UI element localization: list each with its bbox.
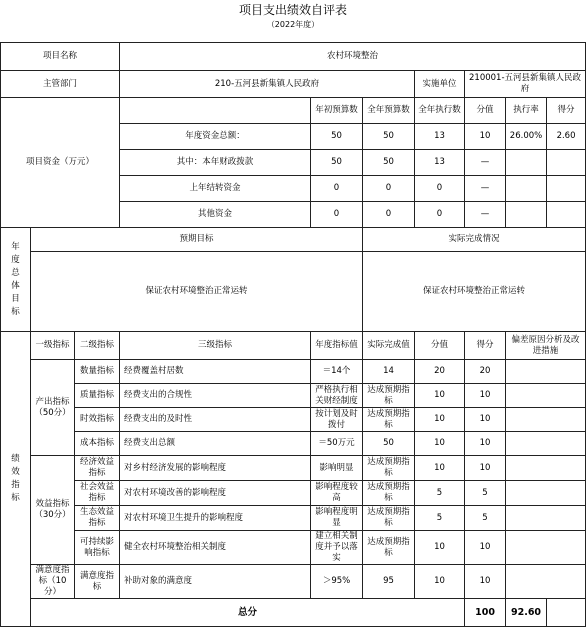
indicator-score: 10: [465, 565, 506, 599]
funds-cell: —: [465, 202, 506, 228]
actual-result-text: 保证农村环境整治正常运转: [363, 252, 586, 332]
page-title: 项目支出绩效自评表: [238, 3, 347, 17]
evaluation-table: [0, 42, 586, 627]
indicator-reason: [506, 531, 586, 565]
indicator-reason: [506, 432, 586, 456]
indicator-points: 10: [415, 408, 465, 432]
total-remark: [547, 599, 586, 627]
indicator-points: 10: [415, 432, 465, 456]
funds-cell: 0: [415, 202, 465, 228]
expected-goal-header: 预期目标: [31, 228, 363, 252]
indicator-target: 严格执行相关财经制度: [311, 384, 363, 408]
indicator-reason: [506, 360, 586, 384]
funds-cell: 13: [415, 124, 465, 150]
indicator-target: 建立相关制度并予以落实: [311, 531, 363, 565]
indicator-points: 10: [415, 456, 465, 481]
funds-cell: [506, 176, 547, 202]
indicator-level2: 成本指标: [75, 432, 120, 456]
funds-row-label: 年度资金总额：: [120, 124, 311, 150]
indicator-header-level3: 三级指标: [120, 332, 311, 360]
funds-cell: 13: [415, 150, 465, 176]
year-subtitle: （2022年度）: [266, 20, 320, 29]
indicator-header-reason: 偏差原因分析及改进措施: [506, 332, 586, 360]
indicator-header-actual: 实际完成值: [363, 332, 415, 360]
funds-cell: 26.00%: [506, 124, 547, 150]
funds-cell: 0: [363, 176, 415, 202]
indicator-level2: 经济效益指标: [75, 456, 120, 481]
funds-cell: 0: [415, 176, 465, 202]
indicator-points: 10: [415, 531, 465, 565]
dept-value: 210-五河县新集镇人民政府: [120, 71, 415, 98]
indicators-side-text: 绩效指标: [11, 454, 20, 503]
indicator-level2: 满意度指标: [75, 565, 120, 599]
indicator-actual: 达成预期指标: [363, 408, 415, 432]
funds-row-label: 其中：本年财政拨款: [120, 150, 311, 176]
indicator-points: 10: [415, 565, 465, 599]
indicator-level1-satisfaction: 满意度指标（10分）: [31, 565, 75, 599]
project-name-label: 项目名称: [1, 43, 120, 71]
indicator-target: 影响程度明显: [311, 506, 363, 531]
indicator-level1-output: 产出指标（50分）: [31, 360, 75, 456]
indicator-actual: 达成预期指标: [363, 456, 415, 481]
indicator-points: 5: [415, 481, 465, 506]
indicator-actual: 50: [363, 432, 415, 456]
indicator-actual: 达成预期指标: [363, 531, 415, 565]
indicator-target: 影响明显: [311, 456, 363, 481]
funds-cell: 50: [363, 150, 415, 176]
funds-header-blank: [120, 98, 311, 124]
indicator-level2: 质量指标: [75, 384, 120, 408]
indicator-target: ＝14个: [311, 360, 363, 384]
indicator-header-target: 年度指标值: [311, 332, 363, 360]
indicator-level3: 对农村环境改善的影响程度: [120, 481, 311, 506]
funds-cell: [506, 202, 547, 228]
funds-label: 项目资金（万元）: [1, 98, 120, 228]
annual-goals-side-label: [1, 228, 31, 332]
funds-cell: —: [465, 150, 506, 176]
indicator-actual: 达成预期指标: [363, 481, 415, 506]
indicator-reason: [506, 481, 586, 506]
indicator-points: 10: [415, 384, 465, 408]
indicator-level2: 时效指标: [75, 408, 120, 432]
indicator-level2: 数量指标: [75, 360, 120, 384]
indicator-level3: 对乡村经济发展的影响程度: [120, 456, 311, 481]
indicator-level2: 生态效益指标: [75, 506, 120, 531]
indicator-level3: 健全农村环境整治相关制度: [120, 531, 311, 565]
indicator-score: 5: [465, 481, 506, 506]
annual-goals-side-text: 年度总体目标: [11, 241, 20, 317]
funds-row-label: 其他资金: [120, 202, 311, 228]
indicator-target: ＞95%: [311, 565, 363, 599]
total-score: 92.60: [506, 599, 547, 627]
dept-label: 主管部门: [1, 71, 120, 98]
funds-header-score: 得分: [547, 98, 586, 124]
total-label: 总分: [31, 599, 465, 627]
indicator-level3: 补助对象的满意度: [120, 565, 311, 599]
indicator-reason: [506, 384, 586, 408]
funds-cell: [547, 202, 586, 228]
indicators-side-label: [1, 332, 31, 627]
indicator-actual: 14: [363, 360, 415, 384]
indicator-reason: [506, 506, 586, 531]
funds-cell: 50: [363, 124, 415, 150]
indicator-level1-benefit: 效益指标（30分）: [31, 456, 75, 565]
indicator-actual: 达成预期指标: [363, 506, 415, 531]
indicator-points: 5: [415, 506, 465, 531]
indicator-score: 5: [465, 506, 506, 531]
indicator-header-level1: 一级指标: [31, 332, 75, 360]
funds-cell: 50: [311, 124, 363, 150]
funds-header-annual: 全年预算数: [363, 98, 415, 124]
indicator-score: 10: [465, 531, 506, 565]
indicator-level3: 经费支出总额: [120, 432, 311, 456]
indicator-score: 20: [465, 360, 506, 384]
funds-cell: 0: [311, 202, 363, 228]
indicator-header-level2: 二级指标: [75, 332, 120, 360]
funds-cell: [506, 150, 547, 176]
funds-header-executed: 全年执行数: [415, 98, 465, 124]
impl-unit-value: 210001-五河县新集镇人民政府: [465, 71, 586, 98]
total-points: 100: [465, 599, 506, 627]
funds-cell: 0: [363, 202, 415, 228]
funds-header-initial: 年初预算数: [311, 98, 363, 124]
indicator-actual: 达成预期指标: [363, 384, 415, 408]
indicator-level2: 社会效益指标: [75, 481, 120, 506]
funds-cell: [547, 176, 586, 202]
indicator-level2: 可持续影响指标: [75, 531, 120, 565]
funds-cell: 10: [465, 124, 506, 150]
indicator-header-points: 分值: [415, 332, 465, 360]
indicator-level3: 经费支出的及时性: [120, 408, 311, 432]
indicator-header-score: 得分: [465, 332, 506, 360]
indicator-target: ＝50万元: [311, 432, 363, 456]
indicator-score: 10: [465, 408, 506, 432]
funds-cell: [547, 150, 586, 176]
project-name-value: 农村环境整治: [120, 43, 586, 71]
indicator-reason: [506, 456, 586, 481]
funds-header-rate: 执行率: [506, 98, 547, 124]
indicator-level3: 经费覆盖村居数: [120, 360, 311, 384]
indicator-reason: [506, 565, 586, 599]
impl-unit-label: 实施单位: [415, 71, 465, 98]
funds-cell: 50: [311, 150, 363, 176]
indicator-reason: [506, 408, 586, 432]
indicator-target: 按计划及时拨付: [311, 408, 363, 432]
funds-cell: —: [465, 176, 506, 202]
indicator-score: 10: [465, 432, 506, 456]
funds-row-label: 上年结转资金: [120, 176, 311, 202]
expected-goal-text: 保证农村环境整治正常运转: [31, 252, 363, 332]
actual-result-header: 实际完成情况: [363, 228, 586, 252]
indicator-target: 影响程度较高: [311, 481, 363, 506]
indicator-points: 20: [415, 360, 465, 384]
indicator-level3: 经费支出的合规性: [120, 384, 311, 408]
indicator-score: 10: [465, 456, 506, 481]
indicator-level3: 对农村环境卫生提升的影响程度: [120, 506, 311, 531]
indicator-actual: 95: [363, 565, 415, 599]
indicator-score: 10: [465, 384, 506, 408]
funds-header-points: 分值: [465, 98, 506, 124]
funds-cell: 0: [311, 176, 363, 202]
funds-cell: 2.60: [547, 124, 586, 150]
